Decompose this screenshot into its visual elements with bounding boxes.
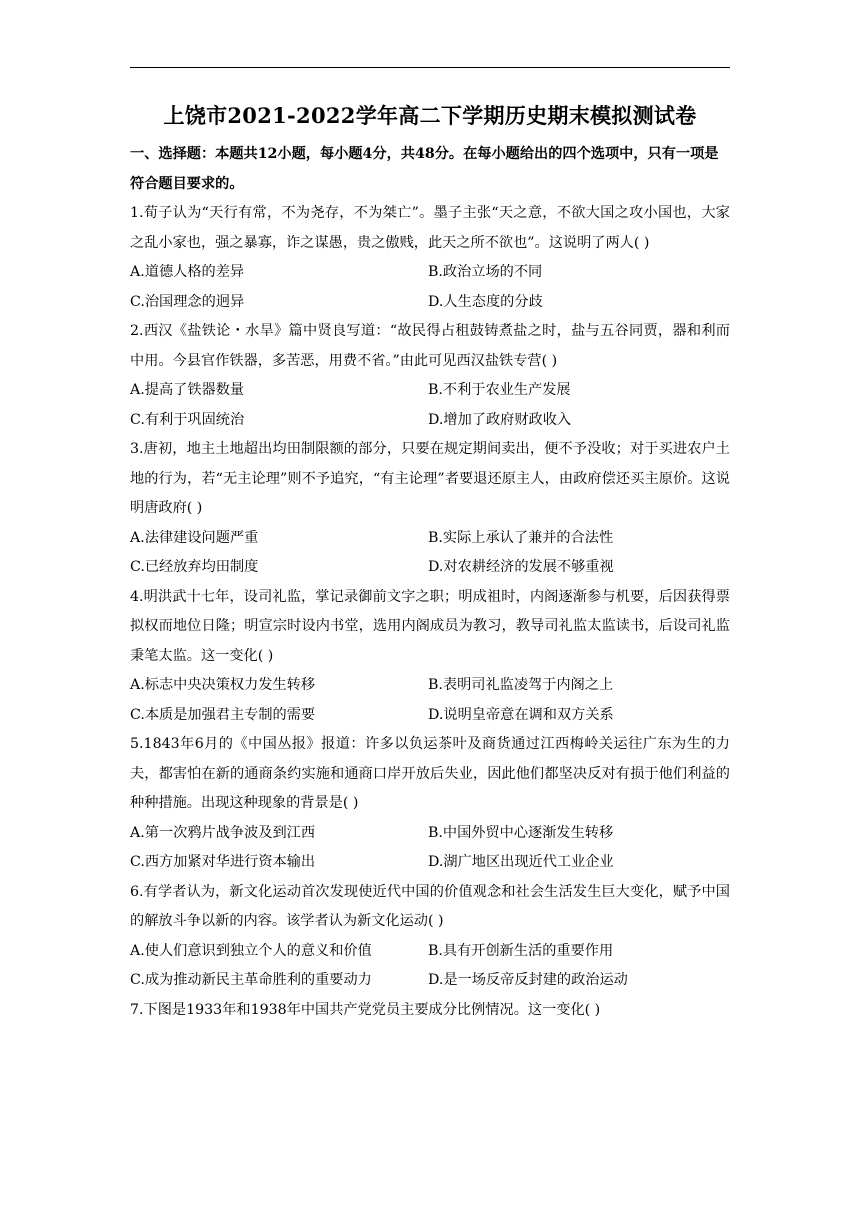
option-grid [130,258,730,317]
exam-title: 上饶市2021-2022学年高二下学期历史期末模拟测试卷 [163,103,697,128]
option-d: D.说明皇帝意在调和双方关系 [428,706,614,723]
option-c: C.已经放弃均田制度 [130,559,259,575]
option-a: A.标志中央决策权力发生转移 [130,677,316,693]
option-grid [130,819,730,878]
option-d: D.湖广地区出现近代工业企业 [428,854,614,870]
option-b: B.不利于农业生产发展 [428,382,571,398]
question-7 [130,996,730,1026]
question-stem: 1.荀子认为“天行有常，不为尧存，不为桀亡”。墨子主张“天之意，不欲大国之攻小国也，大家之乱小家也，强之暴寡，诈之谋愚，贵之傲贱，此天之所不欲也”。这说明了两人( ) [130,205,730,251]
option-d: D.增加了政府财政收入 [428,411,572,428]
option-a: A.第一次鸦片战争波及到江西 [130,824,316,841]
option-c: C.有利于巩固统治 [130,411,245,428]
section-heading: 一、选择题：本题共12小题，每小题4分，共48分。在每小题给出的四个选项中，只有一项是符合题目要求的。 [130,146,719,192]
question-stem: 3.唐初，地主土地超出均田制限额的部分，只要在规定期间卖出，便不予没收；对于买进农户土地的行为，若“无主论理”则不予追究，“有主论理”者要退还原主人，由政府偿还买主原价。这说明唐政府( ) [130,441,730,516]
question-3 [130,435,730,583]
option-c: C.西方加紧对华进行资本输出 [130,854,316,870]
question-6 [130,878,730,996]
option-d: D.是一场反帝反封建的政治运动 [428,972,628,988]
top-divider [130,67,730,68]
question-stem: 6.有学者认为，新文化运动首次发现使近代中国的价值观念和社会生活发生巨大变化，赋予中国的解放斗争以新的内容。该学者认为新文化运动( ) [130,883,730,929]
question-stem: 2.西汉《盐铁论・水旱》篇中贤良写道：“故民得占租鼓铸煮盐之时，盐与五谷同贾，器和利而中用。今县官作铁器，多苦恶，用费不省。”由此可见西汉盐铁专营( ) [130,323,730,369]
question-5 [130,730,730,878]
option-d: D.对农耕经济的发展不够重视 [428,559,614,575]
option-grid [130,376,730,435]
question-stem: 7.下图是1933年和1938年中国共产党党员主要成分比例情况。这一变化( ) [130,1001,601,1018]
question-stem: 5.1843年6月的《中国丛报》报道：许多以负运茶叶及商货通过江西梅岭关运往广东为生的力夫，都害怕在新的通商条约实施和通商口岸开放后失业，因此他们都坚决反对有损于他们利益的种种措施。出现这种现象的背景是( ) [130,736,730,811]
option-a: A.使人们意识到独立个人的意义和价值 [130,942,372,959]
option-a: A.提高了铁器数量 [130,382,245,398]
option-a: A.道德人格的差异 [130,264,245,280]
option-c: C.成为推动新民主革命胜利的重要动力 [130,972,372,988]
question-1 [130,199,730,317]
option-c: C.治国理念的迥异 [130,293,245,310]
option-b: B.具有开创新生活的重要作用 [428,942,614,959]
option-b: B.中国外贸中心逐渐发生转移 [428,824,614,841]
option-a: A.法律建设问题严重 [130,529,259,546]
question-2 [130,317,730,435]
option-grid [130,671,730,730]
question-stem: 4.明洪武十七年，设司礼监，掌记录御前文字之职；明成祖时，内阁逐渐参与机要，后因获得票拟权而地位日隆；明宣宗时设内书堂，选用内阁成员为教习，教导司礼监太监读书，后设司礼监秉笔太监。这一变化( ) [130,588,730,664]
option-grid [130,524,730,583]
option-b: B.政治立场的不同 [428,264,543,280]
option-b: B.表明司礼监凌驾于内阁之上 [428,677,614,693]
question-list [130,199,730,1025]
question-4 [130,583,730,731]
option-c: C.本质是加强君主专制的需要 [130,706,316,723]
option-b: B.实际上承认了兼并的合法性 [428,529,614,546]
exam-content [130,98,730,1025]
option-d: D.人生态度的分歧 [428,293,543,310]
option-grid [130,937,730,996]
